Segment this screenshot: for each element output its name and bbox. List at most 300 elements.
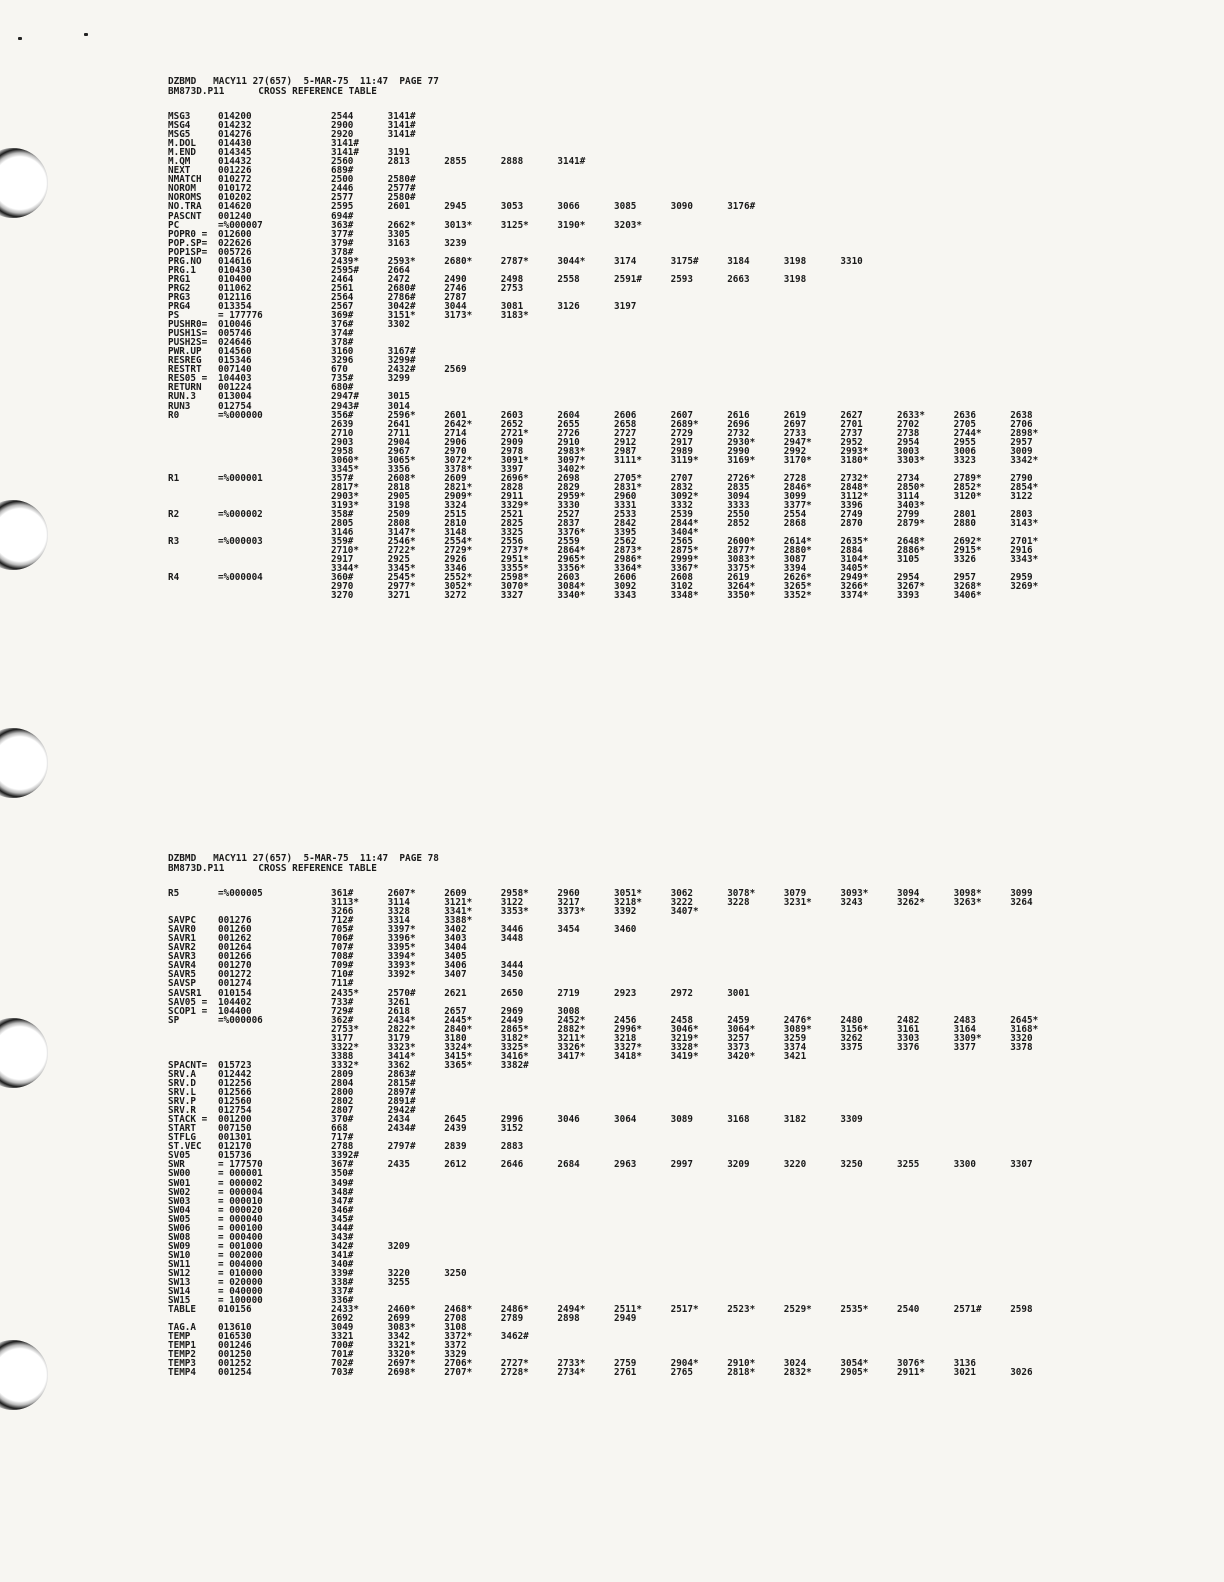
- symbol-row: [168, 1368, 1208, 1377]
- line-reference: 2829: [557, 481, 580, 493]
- line-reference: 2645*: [1010, 1014, 1039, 1026]
- line-reference: 3089: [670, 1114, 693, 1126]
- line-reference: 2606: [614, 409, 637, 421]
- line-reference: 708#: [331, 951, 354, 963]
- symbol-value: 001200: [218, 1114, 252, 1126]
- symbol-name: POP.SP=: [168, 237, 208, 249]
- line-reference: 2711: [387, 427, 410, 439]
- line-reference: 2925: [387, 554, 410, 566]
- symbol-value: 013610: [218, 1322, 252, 1334]
- line-reference: 3062: [670, 888, 693, 899]
- line-reference: 2445*: [444, 1014, 473, 1026]
- symbol-value: = 000002: [218, 1177, 263, 1189]
- symbol-name: R1: [168, 472, 180, 484]
- line-reference: 2616: [727, 409, 750, 421]
- symbol-row: [168, 1197, 1208, 1206]
- line-reference: 3211*: [557, 1032, 586, 1044]
- symbol-name: ST.VEC: [168, 1141, 202, 1153]
- line-reference: 3111*: [614, 454, 642, 466]
- line-reference: 2815#: [387, 1077, 416, 1089]
- symbol-value: 010400: [218, 273, 252, 285]
- line-reference: 2432#: [387, 364, 416, 376]
- line-reference: 709#: [331, 960, 354, 972]
- symbol-name: SRV.D: [168, 1077, 196, 1089]
- line-reference: 2619: [783, 409, 807, 421]
- symbol-name: SAVR0: [168, 924, 196, 936]
- line-reference: 2564: [331, 291, 354, 303]
- line-reference: 2638: [1010, 409, 1033, 421]
- cross-reference-rows: [168, 889, 1208, 1378]
- line-reference: 2943#: [331, 400, 359, 412]
- symbol-value: 005726: [218, 246, 252, 258]
- line-reference: 2521: [500, 509, 524, 521]
- symbol-value: 012754: [218, 400, 252, 412]
- line-reference: 3141#: [387, 129, 416, 141]
- symbol-row: [168, 1269, 1208, 1278]
- line-reference: 2449: [500, 1014, 524, 1026]
- line-reference: 2714: [444, 427, 467, 439]
- line-reference: 3323*: [387, 1041, 416, 1053]
- line-reference: 2977*: [387, 581, 416, 593]
- line-reference: 3355*: [500, 563, 529, 575]
- line-reference: 2726*: [727, 472, 756, 484]
- line-reference: 3419*: [670, 1050, 699, 1062]
- line-reference: 2900: [331, 120, 354, 132]
- line-reference: 3014: [387, 400, 410, 412]
- line-reference: 3299#: [387, 355, 416, 367]
- line-reference: 2802: [331, 1096, 354, 1108]
- line-reference: 3255: [387, 1277, 410, 1289]
- line-reference: 3345*: [331, 463, 359, 475]
- binder-hole-2: [0, 500, 48, 570]
- line-reference: 2753*: [331, 1023, 359, 1035]
- symbol-name: SW15: [168, 1295, 191, 1307]
- line-reference: 2759: [614, 1358, 637, 1370]
- line-reference: 2903*: [331, 490, 359, 502]
- line-reference: 3209: [387, 1240, 410, 1252]
- line-reference: 2706: [1010, 418, 1033, 430]
- symbol-value: 014232: [218, 120, 252, 132]
- line-reference: 3404*: [670, 527, 699, 539]
- line-reference: 2554*: [444, 536, 473, 548]
- line-reference: 3250: [444, 1267, 467, 1279]
- line-reference: 3141#: [331, 138, 359, 150]
- symbol-name: NEXT: [168, 165, 191, 177]
- line-reference: 3156*: [840, 1023, 869, 1035]
- symbol-value: =%000006: [218, 1014, 263, 1026]
- symbol-name: R0: [168, 409, 180, 421]
- symbol-name: M.END: [168, 147, 196, 159]
- line-reference: 2692*: [953, 536, 982, 548]
- line-reference: 3015: [387, 391, 410, 403]
- symbol-value: 104400: [218, 1005, 252, 1017]
- line-reference: 3343: [614, 590, 637, 602]
- line-reference: 3415*: [444, 1050, 473, 1062]
- line-reference: 3092: [614, 581, 637, 593]
- line-reference: 2917: [331, 554, 354, 566]
- symbol-value: 007150: [218, 1123, 252, 1135]
- symbol-value: = 020000: [218, 1277, 263, 1289]
- line-reference: 3259: [783, 1032, 807, 1044]
- line-reference: 3044*: [557, 255, 586, 267]
- line-reference: 3393*: [387, 960, 416, 972]
- symbol-row: [168, 1079, 1208, 1088]
- line-reference: 2821*: [444, 481, 473, 493]
- symbol-value: = 000100: [218, 1222, 263, 1234]
- line-reference: 2608: [670, 572, 693, 584]
- line-reference: 3406: [444, 960, 467, 972]
- line-reference: 3182: [783, 1114, 807, 1126]
- line-reference: 2580#: [387, 192, 416, 204]
- line-reference: 2577: [331, 192, 354, 204]
- symbol-value: 001272: [218, 969, 252, 981]
- symbol-row: [168, 1115, 1208, 1124]
- line-reference: 3136: [953, 1358, 976, 1370]
- symbol-row: [168, 157, 1208, 166]
- line-reference: 3064: [614, 1114, 637, 1126]
- line-reference: 3356: [387, 463, 410, 475]
- speck-2: [84, 33, 88, 36]
- line-reference: 3220: [387, 1267, 410, 1279]
- line-reference: 2915*: [953, 545, 982, 557]
- line-reference: 2817*: [331, 481, 359, 493]
- line-reference: 3097*: [557, 454, 586, 466]
- line-reference: 3407*: [670, 906, 699, 918]
- symbol-name: NOROMS: [168, 192, 202, 204]
- line-reference: 2458: [670, 1014, 693, 1026]
- line-reference: 712#: [331, 915, 354, 927]
- symbol-row: [168, 1206, 1208, 1215]
- line-reference: 3125*: [500, 219, 529, 231]
- line-reference: 2698*: [387, 1367, 416, 1379]
- line-reference: 3161: [897, 1023, 920, 1035]
- line-reference: 2848*: [840, 481, 869, 493]
- line-reference: 2544: [331, 111, 354, 122]
- line-reference: 2970: [331, 581, 354, 593]
- symbol-name: PUSH1S=: [168, 328, 208, 340]
- page-header-line-1: DZBMD MACY11 27(657) 5-MAR-75 11:47 PAGE 78: [168, 853, 439, 864]
- symbol-value: 001254: [218, 1367, 252, 1379]
- line-reference: 3092*: [670, 490, 699, 502]
- line-reference: 3414*: [387, 1050, 416, 1062]
- symbol-row: [168, 1341, 1208, 1350]
- binder-hole-3: [0, 728, 48, 798]
- line-reference: 3122: [500, 897, 524, 909]
- line-reference: 2641: [387, 418, 410, 430]
- symbol-value: = 000040: [218, 1213, 263, 1225]
- line-reference: 3307: [1010, 1159, 1033, 1171]
- symbol-name: NOROM: [168, 183, 196, 195]
- line-reference: 3121*: [444, 897, 473, 909]
- line-reference: 700#: [331, 1340, 354, 1352]
- symbol-value: 005746: [218, 328, 252, 340]
- line-reference: 729#: [331, 1005, 354, 1017]
- line-reference: 2439: [444, 1123, 467, 1135]
- symbol-name: SAVR4: [168, 960, 196, 972]
- line-reference: 2619: [727, 572, 750, 584]
- line-reference: 3076*: [897, 1358, 925, 1370]
- line-reference: 2655: [557, 418, 580, 430]
- line-reference: 2882*: [557, 1023, 586, 1035]
- line-reference: 369#: [331, 310, 354, 322]
- line-reference: 2636: [953, 409, 976, 421]
- symbol-name: SW09: [168, 1240, 191, 1252]
- line-reference: 2727*: [500, 1358, 529, 1370]
- line-reference: 2607*: [387, 888, 416, 899]
- line-reference: 3198: [783, 255, 807, 267]
- line-reference: 3375*: [727, 563, 756, 575]
- line-reference: 3378*: [444, 463, 473, 475]
- symbol-value: = 002000: [218, 1249, 263, 1261]
- line-reference: 2875*: [670, 545, 699, 557]
- line-reference: 3013*: [444, 219, 473, 231]
- line-reference: 2635*: [840, 536, 869, 548]
- symbol-row: [168, 970, 1208, 979]
- line-reference: 3388: [331, 1050, 354, 1062]
- line-reference: 2891#: [387, 1096, 416, 1108]
- line-reference: 3052*: [444, 581, 473, 593]
- symbol-value: 010272: [218, 174, 252, 186]
- line-reference: 3160: [331, 346, 354, 358]
- symbol-value: = 040000: [218, 1286, 263, 1298]
- line-reference: 2545*: [387, 572, 416, 584]
- line-reference: 2609: [444, 472, 467, 484]
- line-reference: 689#: [331, 165, 354, 177]
- symbol-row: [168, 1169, 1208, 1178]
- line-reference: 3416*: [500, 1050, 529, 1062]
- line-reference: 3021: [953, 1367, 976, 1379]
- symbol-name: PRG.NO: [168, 255, 202, 267]
- line-reference: 2822*: [387, 1023, 416, 1035]
- symbol-row: [168, 989, 1208, 998]
- line-reference: 2846*: [783, 481, 812, 493]
- line-reference: 3323: [953, 454, 976, 466]
- line-reference: 2809: [331, 1068, 354, 1080]
- line-reference: 367#: [331, 1159, 354, 1171]
- line-reference: 2646: [500, 1159, 524, 1171]
- line-reference: 2556: [500, 536, 524, 548]
- line-reference: 2832*: [783, 1367, 812, 1379]
- symbol-row: [168, 202, 1208, 211]
- line-reference: 3310: [840, 255, 863, 267]
- line-reference: 3090: [670, 201, 693, 213]
- symbol-name: SRV.A: [168, 1068, 196, 1080]
- line-reference: 345#: [331, 1213, 354, 1225]
- symbol-value: = 177570: [218, 1159, 263, 1171]
- line-reference: 2801: [953, 509, 976, 521]
- line-reference: 3367*: [670, 563, 699, 575]
- line-reference: 2708: [444, 1313, 467, 1325]
- line-reference: 2482: [897, 1014, 920, 1026]
- symbol-row: [168, 230, 1208, 239]
- line-reference: 2571#: [953, 1304, 982, 1316]
- symbol-name: RUN.3: [168, 391, 196, 403]
- symbol-name: SW10: [168, 1249, 191, 1261]
- symbol-row: [168, 320, 1208, 329]
- line-reference: 710#: [331, 969, 354, 981]
- line-reference: 3198: [783, 273, 807, 285]
- line-reference: 2738: [897, 427, 920, 439]
- symbol-name: POPR0 =: [168, 228, 208, 240]
- symbol-name: R5: [168, 888, 180, 899]
- line-reference: 2949*: [840, 572, 869, 584]
- line-reference: 3406*: [953, 590, 982, 602]
- symbol-name: TEMP3: [168, 1358, 196, 1370]
- line-reference: 340#: [331, 1258, 354, 1270]
- symbol-name: TEMP1: [168, 1340, 196, 1352]
- line-reference: 2761: [614, 1367, 637, 1379]
- line-reference: 3094: [897, 888, 920, 899]
- line-reference: 2608*: [387, 472, 416, 484]
- line-reference: 3395: [614, 527, 637, 539]
- line-reference: 3064*: [727, 1023, 756, 1035]
- line-reference: 3300: [953, 1159, 976, 1171]
- line-reference: 3403*: [897, 500, 925, 512]
- symbol-row: [168, 1305, 1208, 1314]
- symbol-name: SW03: [168, 1195, 191, 1207]
- line-reference: 360#: [331, 572, 354, 584]
- line-reference: 3183*: [500, 310, 529, 322]
- line-reference: 2560: [331, 156, 354, 168]
- line-reference: 2696*: [500, 472, 529, 484]
- symbol-value: 012170: [218, 1141, 252, 1153]
- line-reference: 3174: [614, 255, 637, 267]
- line-reference: 2813: [387, 156, 410, 168]
- line-reference: 2517*: [670, 1304, 699, 1316]
- line-reference: 3299: [387, 373, 410, 385]
- symbol-name: PRG4: [168, 300, 191, 312]
- line-reference: 2733*: [557, 1358, 586, 1370]
- line-reference: 3343*: [1010, 554, 1039, 566]
- symbol-value: 012754: [218, 1105, 252, 1117]
- symbol-value: 001274: [218, 978, 252, 990]
- line-reference: 2737: [840, 427, 863, 439]
- line-reference: 2722*: [387, 545, 416, 557]
- line-reference: 3332: [670, 500, 693, 512]
- line-reference: 3053: [500, 201, 524, 213]
- line-reference: 347#: [331, 1195, 354, 1207]
- line-reference: 3324*: [444, 1041, 473, 1053]
- line-reference: 3220: [783, 1159, 807, 1171]
- line-reference: 3084*: [557, 581, 586, 593]
- line-reference: 3405*: [840, 563, 869, 575]
- line-reference: 3330: [557, 500, 580, 512]
- line-reference: 2627: [840, 409, 863, 421]
- line-reference: 3203*: [614, 219, 642, 231]
- line-reference: 3104*: [840, 554, 869, 566]
- line-reference: 3119*: [670, 454, 699, 466]
- line-reference: 2728*: [500, 1367, 529, 1379]
- line-reference: 2865*: [500, 1023, 529, 1035]
- symbol-name: TEMP2: [168, 1349, 196, 1361]
- symbol-value: 001262: [218, 933, 252, 945]
- line-reference: 2947#: [331, 391, 359, 403]
- symbol-value: 001260: [218, 924, 252, 936]
- symbol-value: 012116: [218, 291, 252, 303]
- symbol-value: 001224: [218, 382, 252, 394]
- line-reference: 3460: [614, 924, 637, 936]
- line-reference: 2800: [331, 1087, 354, 1099]
- line-reference: 2828: [500, 481, 524, 493]
- line-reference: 3272: [444, 590, 467, 602]
- symbol-name: PRG.1: [168, 264, 196, 276]
- line-reference: 3024: [783, 1358, 807, 1370]
- line-reference: 2910*: [727, 1358, 756, 1370]
- line-reference: 3373: [727, 1041, 750, 1053]
- line-reference: 357#: [331, 472, 354, 484]
- symbol-name: SW01: [168, 1177, 191, 1189]
- line-reference: 2527: [557, 509, 580, 521]
- symbol-name: PWR.UP: [168, 346, 202, 358]
- line-reference: 3350*: [727, 590, 756, 602]
- symbol-value: = 000010: [218, 1195, 263, 1207]
- symbol-row: [168, 943, 1208, 952]
- line-reference: 2604: [557, 409, 580, 421]
- symbol-name: SW02: [168, 1186, 191, 1198]
- line-reference: 374#: [331, 328, 354, 340]
- symbol-row: [168, 934, 1208, 943]
- line-reference: 3373*: [557, 906, 586, 918]
- line-reference: 2870: [840, 518, 863, 530]
- line-reference: 3421: [783, 1050, 807, 1062]
- symbol-name: POP1SP=: [168, 246, 208, 258]
- line-reference: 670: [331, 364, 348, 376]
- line-reference: 3340*: [557, 590, 586, 602]
- line-reference: 668: [331, 1123, 348, 1135]
- line-reference: 2459: [727, 1014, 750, 1026]
- line-reference: 359#: [331, 536, 354, 548]
- line-reference: 2790: [1010, 472, 1033, 484]
- line-reference: 2808: [387, 518, 410, 530]
- line-reference: 3217: [557, 897, 580, 909]
- symbol-row: [168, 998, 1208, 1007]
- line-reference: 3365*: [444, 1059, 473, 1071]
- line-reference: 2787: [444, 291, 467, 303]
- line-reference: 2749: [840, 509, 863, 521]
- line-reference: 2904: [387, 436, 410, 448]
- symbol-row: [168, 284, 1208, 293]
- symbol-row: [168, 166, 1208, 175]
- line-reference: 3345*: [387, 563, 416, 575]
- line-reference: 2835: [727, 481, 750, 493]
- line-reference: 2435: [387, 1159, 410, 1171]
- line-reference: 2825: [500, 518, 524, 530]
- line-reference: 3262*: [897, 897, 925, 909]
- line-reference: 3147*: [387, 527, 416, 539]
- line-reference: 2439*: [331, 255, 359, 267]
- line-reference: 3303: [897, 1032, 920, 1044]
- line-reference: 2540: [897, 1304, 920, 1316]
- line-reference: 2969: [500, 1005, 524, 1017]
- line-reference: 711#: [331, 978, 354, 990]
- line-reference: 379#: [331, 237, 354, 249]
- symbol-value: 014560: [218, 346, 252, 358]
- line-reference: 3190*: [557, 219, 586, 231]
- continuation-row: [168, 907, 1208, 916]
- line-reference: 3296: [331, 355, 354, 367]
- line-reference: 3396*: [387, 933, 416, 945]
- line-reference: 3046: [557, 1114, 580, 1126]
- symbol-value: 011062: [218, 282, 252, 294]
- line-reference: 2546*: [387, 536, 416, 548]
- symbol-value: 012442: [218, 1068, 252, 1080]
- symbol-name: MSG5: [168, 129, 191, 141]
- line-reference: 2873*: [614, 545, 642, 557]
- line-reference: 2433*: [331, 1304, 359, 1316]
- symbol-name: TAG.A: [168, 1322, 196, 1334]
- line-reference: 2997: [670, 1159, 693, 1171]
- line-reference: 2916: [1010, 545, 1033, 557]
